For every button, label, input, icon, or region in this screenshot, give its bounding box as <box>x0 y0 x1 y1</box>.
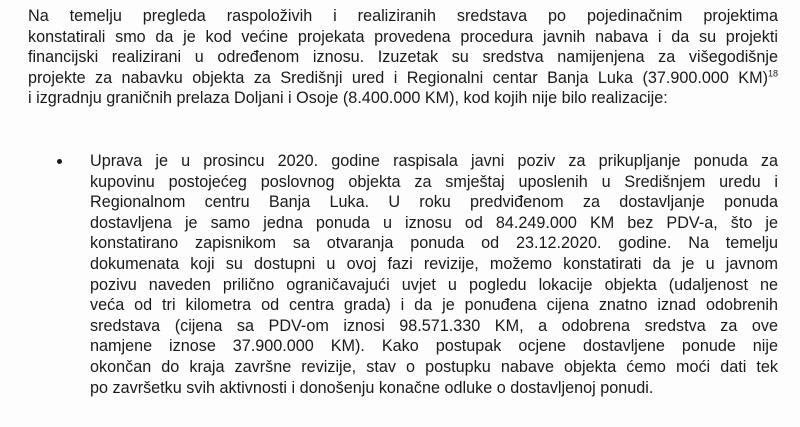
bullet-line: sredstava (cijena sa PDV-om iznosi 98.571.330 KM, a odobrena sredstva za ove <box>90 316 778 335</box>
intro-line: i izgradnju graničnih prelaza Doljani i Osoje (8.400.000 KM), kod kojih nije bilo realizacije: <box>28 89 668 107</box>
intro-line-text: projekte za nabavku objekta za Središnji ured i Regionalni centar Banja Luka (37.900.000 KM) <box>28 68 768 87</box>
intro-line: financijski realizirani u određenom iznosu. Izuzetak su sredstva namijenjena za višegodišnje <box>28 48 778 66</box>
intro-line: konstatirali smo da je kod većine projekata provedena procedura javnih nabava i da su projekti <box>28 27 778 46</box>
footnote-reference: 18 <box>767 68 778 79</box>
intro-line: Na temelju pregleda raspoloživih i realiziranih sredstava po pojedinačnim projektima <box>28 7 778 25</box>
bullet-line: okončan do kraja završne revizije, stav o postupku nabave objekta ćemo moći dati tek <box>90 357 778 376</box>
bullet-list-item <box>64 151 778 398</box>
bullet-line: Regionalnom centru Banja Luka. U roku predviđenom za dostavljanje ponuda <box>90 193 778 212</box>
bullet-line: veća od tri kilometra od centra grada) i da je ponuđena cijena znatno iznad odobrenih <box>90 296 778 315</box>
bullet-line: po završetku svih aktivnosti i donošenju konačne odluke o dostavljenoj ponudi. <box>90 378 654 397</box>
bullet-paragraph <box>90 151 778 398</box>
bullet-dot-icon <box>57 159 62 164</box>
bullet-line: namjene iznose 37.900.000 KM). Kako postupak ocjene dostavljene ponude nije <box>90 337 778 356</box>
bullet-line: Uprava je u prosincu 2020. godine raspisala javni poziv za prikupljanje ponuda za <box>90 152 778 170</box>
bullet-line: dokumenata koji su dostupni u ovoj fazi revizije, možemo konstatirati da je u javnom <box>90 254 778 273</box>
bullet-line: kupovinu postojećeg poslovnog objekta za smještaj uposlenih u Središnjem uredu i <box>90 172 778 191</box>
intro-paragraph <box>28 6 778 109</box>
bullet-line: dostavljena je samo jedna ponuda u iznosu od 84.249.000 KM bez PDV-a, što je <box>90 213 778 232</box>
bullet-line: konstatirano zapisnikom sa otvaranja ponuda od 23.12.2020. godine. Na temelju <box>90 234 778 253</box>
intro-line-with-footnote <box>28 68 778 89</box>
bullet-line: pozivu naveden prilično ograničavajući uvjet u pogledu lokacije objekta (udaljenost ne <box>90 275 778 294</box>
